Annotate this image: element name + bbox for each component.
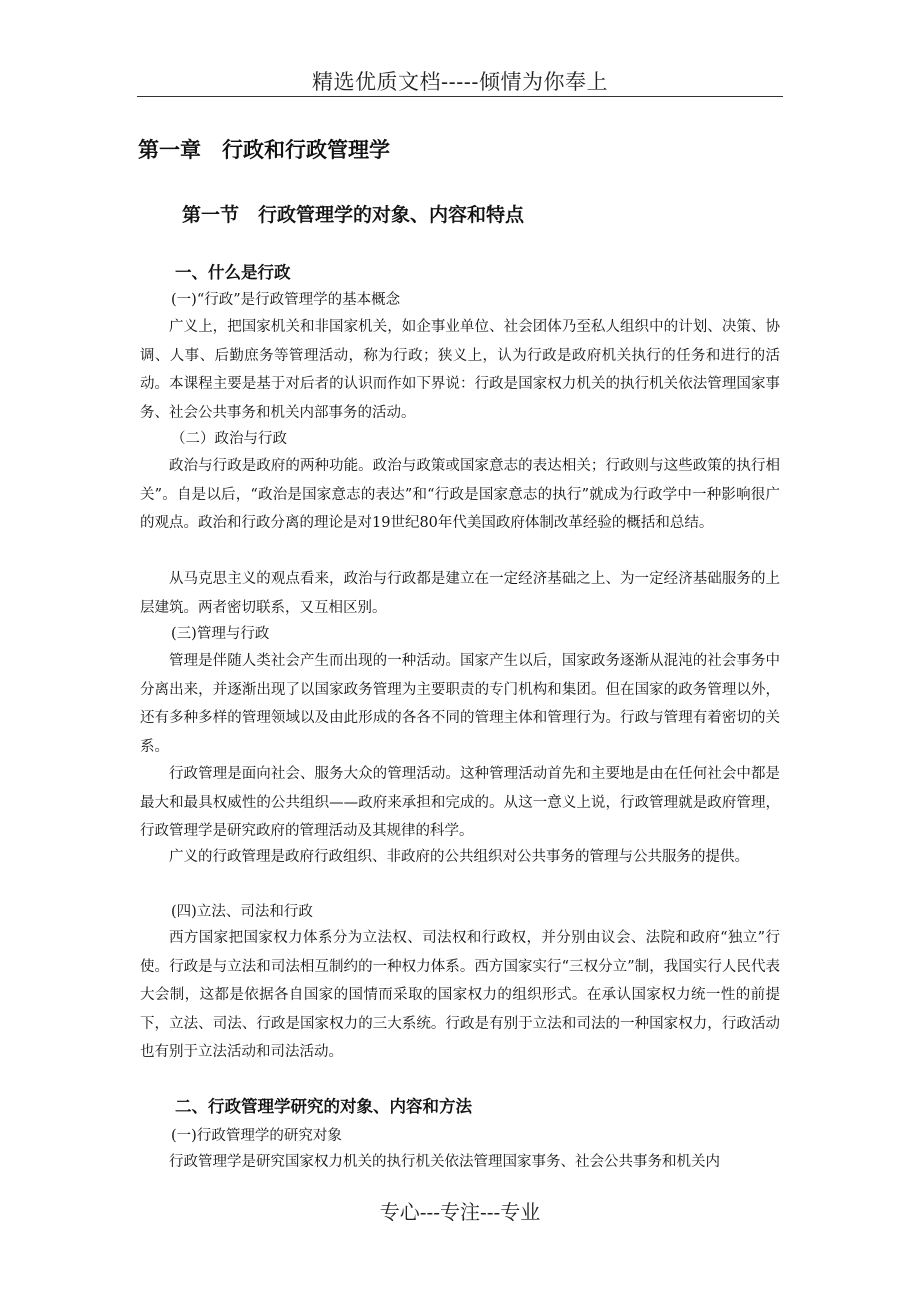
page-header: 精选优质文档-----倾情为你奉上 [312, 70, 608, 94]
part1-paragraph-3: 从马克思主义的观点看来，政治与行政都是建立在一定经济基础之上、为一定经济基础服务的上层建筑。两者密切联系，又互相区别。 [140, 571, 780, 616]
part1-paragraph-5: 行政管理是面向社会、服务大众的管理活动。这种管理活动首先和主要地是由在任何社会中都是最大和最具权威性的公共组织——政府来承担和完成的。从这一意义上说，行政管理就是政府管理，行政管理学是研究政府的管理活动及其规律的科学。 [140, 766, 780, 839]
part1-paragraph-4: 管理是伴随人类社会产生而出现的一种活动。国家产生以后，国家政务逐渐从混沌的社会事务中分离出来，并逐渐出现了以国家政务管理为主要职责的专门机构和集团。但在国家的政务管理以外，还有多种多样的管理领域以及由此形成的各各不同的管理主体和管理行为。行政与管理有着密切的关系。 [140, 653, 780, 755]
part2-heading: 二、行政管理学研究的对象、内容和方法 [175, 1097, 472, 1116]
part1-heading: 一、什么是行政 [175, 263, 291, 282]
part1-paragraph-2: 政治与行政是政府的两种功能。政治与政策或国家意志的表达相关；行政则与这些政策的执行相关”。自是以后，“政治是国家意志的表达”和“行政是国家意志的执行”就成为行政学中一种影响很广的观点。政治和行政分离的理论是对19世纪80年代美国政府体制改革经验的概括和总结。 [140, 458, 780, 531]
header-rule [137, 96, 783, 97]
part2-sub1: (一)行政管理学的研究对象 [171, 1128, 342, 1144]
part1-sub1: (一)“行政”是行政管理学的基本概念 [171, 292, 401, 308]
part1-paragraph-7: 西方国家把国家权力体系分为立法权、司法权和行政权，并分别由议会、法院和政府“独立”行使。行政是与立法和司法相互制约的一种权力体系。西方国家实行“三权分立”制，我国实行人民代表大会制，这都是依据各自国家的国情而采取的国家权力的组织形式。在承认国家权力统一性的前提下，立法、司法、行政是国家权力的三大系统。行政是有别于立法和司法的一种国家权力，行政活动也有别于立法活动和司法活动。 [140, 930, 780, 1060]
page-footer: 专心---专注---专业 [379, 1200, 541, 1224]
chapter-title: 第一章 行政和行政管理学 [138, 138, 390, 162]
part1-sub3: (三)管理与行政 [171, 626, 270, 642]
part1-sub2: （二）政治与行政 [171, 431, 287, 447]
part1-paragraph-6: 广义的行政管理是政府行政组织、非政府的公共组织对公共事务的管理与公共服务的提供。 [169, 849, 749, 865]
part1-paragraph-1: 广义上，把国家机关和非国家机关，如企事业单位、社会团体乃至私人组织中的计划、决策、协调、人事、后勤庶务等管理活动，称为行政；狭义上，认为行政是政府机关执行的任务和进行的活动。本课程主要是基于对后者的认识而作如下界说：行政是国家权力机关的执行机关依法管理国家事务、社会公共事务和机关内部事务的活动。 [140, 319, 780, 421]
section-title: 第一节 行政管理学的对象、内容和特点 [182, 204, 525, 226]
part2-paragraph-1: 行政管理学是研究国家权力机关的执行机关依法管理国家事务、社会公共事务和机关内 [169, 1154, 720, 1170]
part1-sub4: (四)立法、司法和行政 [171, 904, 313, 920]
